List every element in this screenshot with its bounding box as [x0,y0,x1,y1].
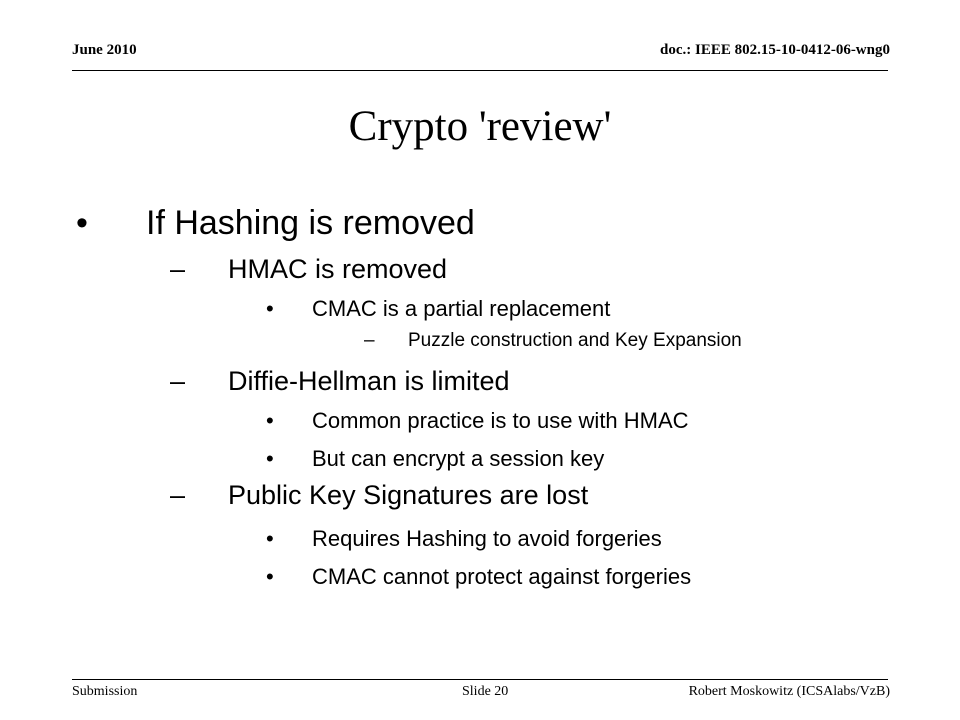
footer-slide-number: Slide 20 [462,684,509,699]
bullet-marker: – [364,330,375,351]
bullet-text: But can encrypt a session key [312,446,605,471]
footer-submission: Submission [72,684,138,699]
bullet-marker: – [170,366,186,396]
footer-author: Robert Moskowitz (ICSAlabs/VzB) [688,684,890,699]
bullet-text: HMAC is removed [228,254,448,284]
footer-rule [72,679,888,680]
header-doc-id: doc.: IEEE 802.15-10-0412-06-wng0 [659,42,890,58]
bullet-marker: – [170,254,186,284]
bullet-text: If Hashing is removed [146,204,475,242]
bullet-text: CMAC cannot protect against forgeries [312,564,692,589]
bullet-text: Public Key Signatures are lost [228,480,589,510]
bullet-marker: – [170,480,186,510]
bullet-marker: • [266,296,274,321]
bullet-marker: • [266,446,274,471]
header-date: June 2010 [72,42,137,58]
slide-title: Crypto 'review' [348,103,612,150]
bullet-marker: • [266,526,274,551]
bullet-text: CMAC is a partial replacement [312,296,611,321]
bullet-text: Diffie-Hellman is limited [228,366,510,396]
bullet-text: Common practice is to use with HMAC [312,408,689,433]
bullet-marker: • [76,204,88,242]
bullet-marker: • [266,408,274,433]
bullet-text: Puzzle construction and Key Expansion [408,330,742,351]
bullet-marker: • [266,564,274,589]
bullet-text: Requires Hashing to avoid forgeries [312,526,662,551]
